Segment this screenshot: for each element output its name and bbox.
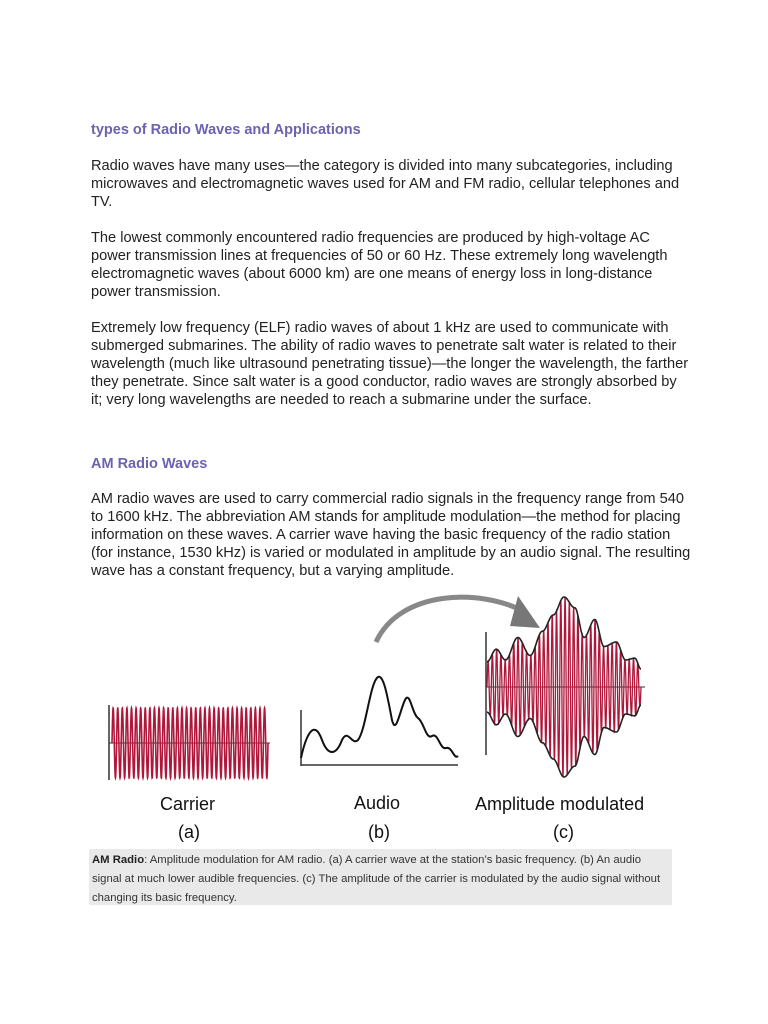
paragraph-am-radio: AM radio waves are used to carry commercial radio signals in the frequency range from 540 to 1600 kHz. The abbreviation AM stands for amplitude modulation—the method for placing information on these waves. A carrier wave having the basic frequency of the radio station (for instance, 1530 kHz) is varied or modulated in amplitude by an audio signal. The resulting wave has a constant frequency, but a varying amplitude. — [91, 491, 691, 579]
modulated-label: Amplitude modulated — [475, 794, 645, 814]
paragraph-lowest-frequencies: The lowest commonly encountered radio frequencies are produced by high-voltage AC power transmission lines at frequencies of 50 or 60 Hz. These extremely long wavelength electromagnetic waves (about 6000 km) are one means of energy loss in long-distance power transmission. — [91, 230, 668, 300]
modulated-wave — [486, 597, 645, 777]
carrier-letter: (a) — [178, 822, 200, 842]
section-heading-types: types of Radio Waves and Applications — [91, 122, 361, 138]
audio-wave — [301, 677, 458, 766]
caption-title: AM Radio — [92, 854, 145, 866]
paragraph-uses: Radio waves have many uses—the category is divided into many subcategories, including microwaves and electromagnetic waves used for AM and FM radio, cellular telephones and TV. — [91, 158, 680, 210]
paragraph-elf: Extremely low frequency (ELF) radio waves of about 1 kHz are used to communicate with submerged submarines. The ability of radio waves to penetrate salt water is related to their wavelength (much like ultrasound penetrating tissue)—the longer the wavelength, the farther they penetrate. Since salt water is a good conductor, radio waves are strongly absorbed by it; very long wavelengths are needed to reach a submarine under the surface. — [91, 320, 689, 408]
caption-text: : Amplitude modulation for AM radio. (a) A carrier wave at the station’s basic frequency. (b) An audio signal at much lower audible frequencies. (c) The amplitude of the carrier is modulated by the audio signal without changing its basic frequency. — [92, 854, 661, 904]
modulated-letter: (c) — [553, 822, 574, 842]
figure-caption — [89, 849, 672, 905]
arrow-head-icon — [510, 596, 540, 628]
carrier-label: Carrier — [160, 794, 216, 814]
section-heading-am: AM Radio Waves — [91, 456, 208, 472]
curved-arrow — [376, 597, 525, 642]
am-modulation-figure — [100, 590, 680, 845]
carrier-wave — [109, 705, 270, 780]
audio-letter: (b) — [368, 822, 390, 842]
audio-label: Audio — [354, 793, 401, 813]
